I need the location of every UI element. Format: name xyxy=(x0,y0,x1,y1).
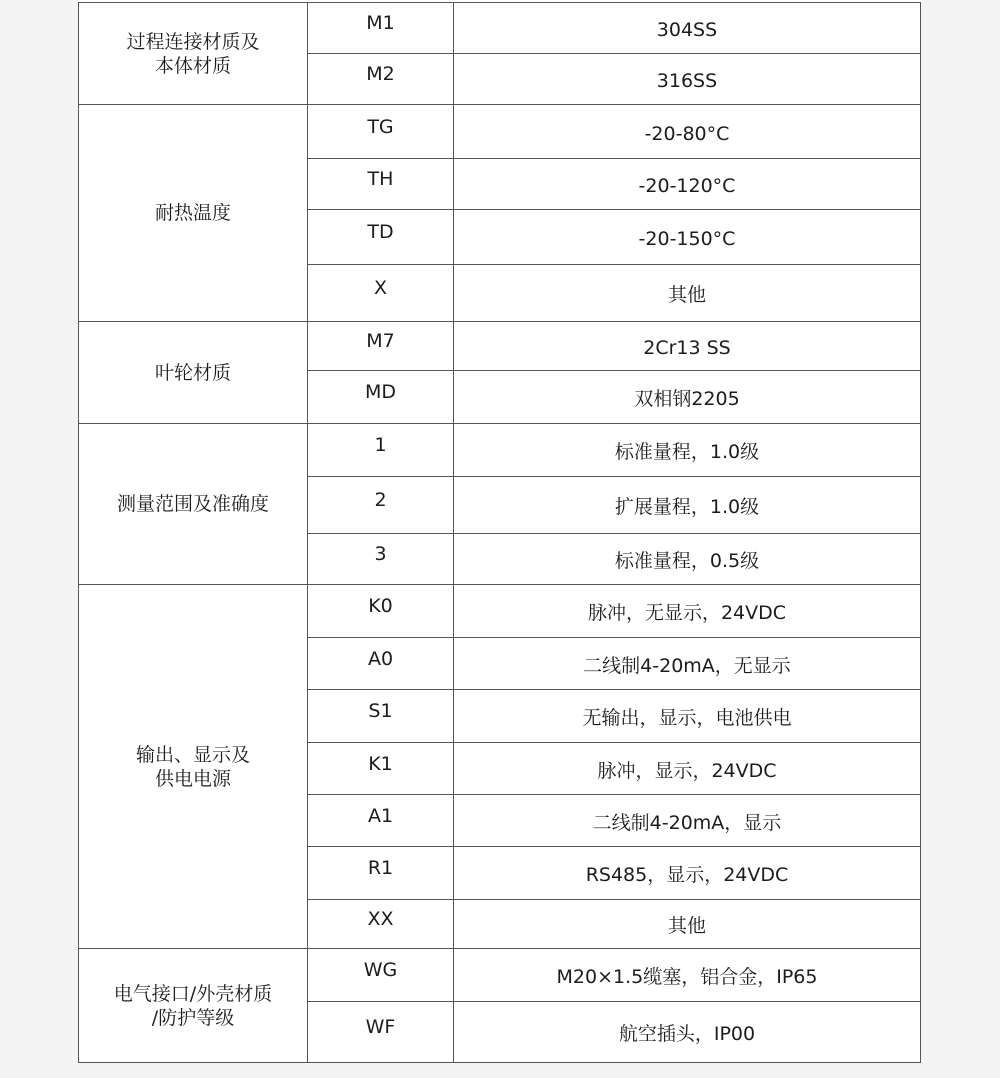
option-value-cell: 其他 xyxy=(454,900,921,949)
category-label: 测量范围及准确度 xyxy=(116,493,269,515)
table-row xyxy=(79,424,921,477)
table-row xyxy=(79,105,921,159)
option-value-cell: 二线制4-20mA，显示 xyxy=(454,795,921,847)
option-value-cell: 脉冲，无显示，24VDC xyxy=(454,585,921,638)
option-code-cell: XX xyxy=(308,900,454,949)
option-value-cell: 标准量程，0.5级 xyxy=(454,534,921,585)
option-code-cell: M7 xyxy=(308,322,454,371)
option-code-cell: TH xyxy=(308,159,454,210)
option-code-cell: 3 xyxy=(308,534,454,585)
option-value-cell: -20-80°C xyxy=(454,105,921,159)
option-value-cell: M20×1.5缆塞，铝合金，IP65 xyxy=(454,949,921,1002)
category-label: 耐热温度 xyxy=(154,202,231,224)
table-row xyxy=(79,585,921,638)
option-code-cell: R1 xyxy=(308,847,454,900)
option-value-cell: -20-150°C xyxy=(454,210,921,265)
option-value-cell: 双相钢2205 xyxy=(454,371,921,424)
option-value-cell: 316SS xyxy=(454,54,921,105)
table-row xyxy=(79,949,921,1002)
option-code-cell: 1 xyxy=(308,424,454,477)
option-value-cell: 标准量程，1.0级 xyxy=(454,424,921,477)
category-label: 过程连接材质及 xyxy=(126,30,260,53)
category-label: 本体材质 xyxy=(154,54,231,77)
category-label: 供电电源 xyxy=(154,767,231,790)
option-value-cell: 2Cr13 SS xyxy=(454,322,921,371)
option-value-cell: 扩展量程，1.0级 xyxy=(454,477,921,534)
category-label: 电气接口/外壳材质 xyxy=(113,982,273,1005)
category-cell xyxy=(79,949,308,1063)
spec-table xyxy=(78,2,921,1063)
category-label: 叶轮材质 xyxy=(154,361,231,384)
option-value-cell: 航空插头，IP00 xyxy=(454,1002,921,1063)
table-row xyxy=(79,3,921,54)
option-code-cell: WG xyxy=(308,949,454,1002)
option-value-cell: 304SS xyxy=(454,3,921,54)
category-cell xyxy=(79,3,308,105)
option-code-cell: MD xyxy=(308,371,454,424)
option-value-cell: -20-120°C xyxy=(454,159,921,210)
option-value-cell: 无输出，显示，电池供电 xyxy=(454,690,921,743)
option-code-cell: M2 xyxy=(308,54,454,105)
option-value-cell: 其他 xyxy=(454,265,921,322)
category-label: /防护等级 xyxy=(151,1006,235,1029)
category-cell xyxy=(79,585,308,949)
option-code-cell: S1 xyxy=(308,690,454,743)
category-label: 输出、显示及 xyxy=(135,743,250,766)
table-row xyxy=(79,322,921,371)
option-code-cell: K0 xyxy=(308,585,454,638)
category-cell xyxy=(79,322,308,424)
option-value-cell: 脉冲，显示，24VDC xyxy=(454,743,921,795)
option-code-cell: 2 xyxy=(308,477,454,534)
option-code-cell: TG xyxy=(308,105,454,159)
category-cell xyxy=(79,105,308,322)
option-value-cell: RS485，显示，24VDC xyxy=(454,847,921,900)
option-code-cell: A1 xyxy=(308,795,454,847)
option-code-cell: A0 xyxy=(308,638,454,690)
option-code-cell: X xyxy=(308,265,454,322)
option-code-cell: WF xyxy=(308,1002,454,1063)
option-value-cell: 二线制4-20mA，无显示 xyxy=(454,638,921,690)
option-code-cell: K1 xyxy=(308,743,454,795)
category-cell xyxy=(79,424,308,585)
option-code-cell: TD xyxy=(308,210,454,265)
option-code-cell: M1 xyxy=(308,3,454,54)
